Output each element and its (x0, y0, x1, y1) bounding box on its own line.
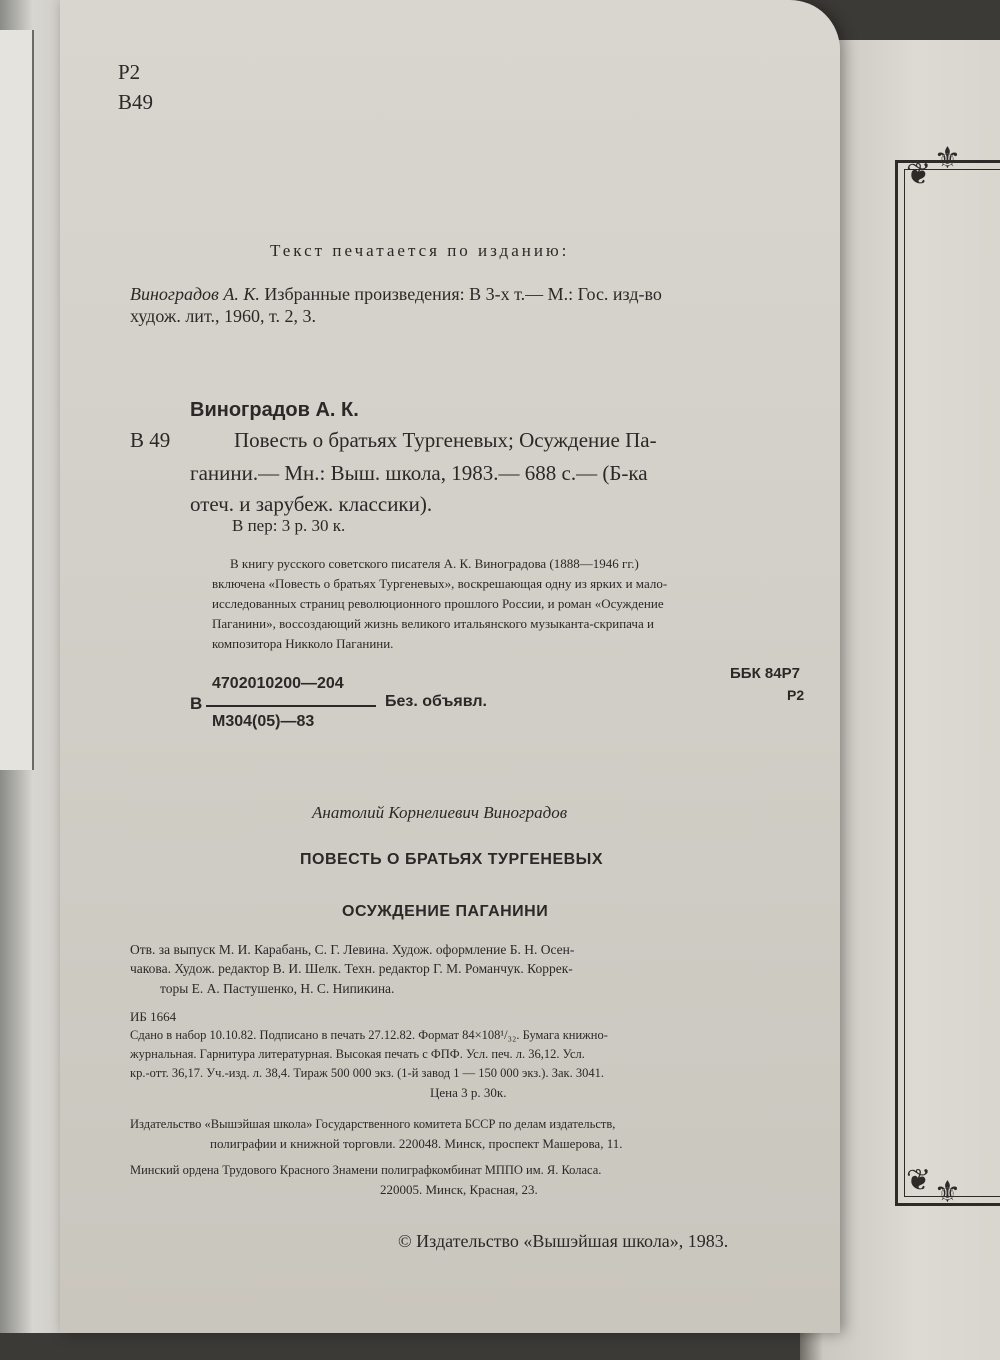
classification-code-2: В49 (118, 90, 154, 114)
source-line-2: худож. лит., 1960, т. 2, 3. (130, 306, 316, 326)
index-fraction-line (206, 705, 376, 707)
source-title: Избранные произведения: В 3-х т.— М.: Гос. изд-во (264, 284, 662, 304)
annotation-line: Паганини», воссоздающий жизнь великого итальянского музыканта-скрипача и (212, 616, 654, 631)
fleur-ornament-icon: ❦ (906, 158, 932, 191)
annotation-line: композитора Никколо Паганини. (212, 636, 394, 651)
annotation-line: исследованных страниц революционного прошлого России, и роман «Осуждение (212, 596, 664, 611)
colophon-price: Цена 3 р. 30к. (430, 1085, 507, 1100)
source-author: Виноградов А. К. (130, 284, 260, 304)
book-page (60, 0, 840, 1333)
staff-line: торы Е. А. Пастушенко, Н. С. Нипикина. (160, 981, 395, 996)
colophon-title-1: ПОВЕСТЬ О БРАТЬЯХ ТУРГЕНЕВЫХ (300, 851, 603, 868)
annotation-line: В книгу русского советского писателя А. К. Виноградова (1888—1946 гг.) (230, 556, 639, 571)
publisher-line: Издательство «Вышэйшая школа» Государственного комитета БССР по делам издательств, (130, 1117, 616, 1131)
catalog-line-1: Повесть о братьях Тургеневых; Осуждение Па- (234, 428, 657, 452)
catalog-author: Виноградов А. К. (190, 399, 359, 421)
printer-line: Минский ордена Трудового Красного Знамени полиграфкомбинат МППО им. Я. Коласа. (130, 1163, 602, 1177)
annotation-line: включена «Повесть о братьях Тургеневых», воскрешающая одну из ярких и мало- (212, 576, 668, 591)
index-numerator: 4702010200—204 (212, 675, 344, 692)
ornament-frame (895, 142, 1000, 1209)
catalog-price: В пер: 3 р. 30 к. (232, 516, 346, 535)
ib-number: ИБ 1664 (130, 1009, 177, 1024)
print-line: Сдано в набор 10.10.82. Подписано в печать 27.12.82. Формат 84×108¹/₃₂. Бумага книжно- (130, 1028, 608, 1042)
bbk-code: ББК 84Р7 (730, 665, 800, 682)
source-line-1 (130, 285, 662, 303)
left-page-edge (0, 30, 34, 770)
colophon-author: Анатолий Корнелиевич Виноградов (312, 803, 568, 822)
lily-ornament-icon: ⚜ (934, 142, 961, 175)
staff-line: Отв. за выпуск М. И. Карабань, С. Г. Левина. Худож. оформление Б. Н. Осен- (130, 942, 575, 957)
printer-line: 220005. Минск, Красная, 23. (380, 1182, 538, 1197)
colophon-title-2: ОСУЖДЕНИЕ ПАГАНИНИ (342, 903, 549, 920)
source-heading: Текст печатается по изданию: (270, 241, 570, 260)
catalog-line-3: отеч. и зарубеж. классики). (190, 492, 433, 516)
lily-ornament-icon: ⚜ (934, 1176, 961, 1209)
fleur-ornament-icon: ❦ (906, 1164, 932, 1197)
copyright: © Издательство «Вышэйшая школа», 1983. (398, 1231, 729, 1251)
index-letter: В (190, 694, 203, 713)
bbk-code-2: Р2 (787, 687, 805, 703)
publisher-line: полиграфии и книжной торговли. 220048. Минск, проспект Машерова, 11. (210, 1136, 623, 1151)
classification-code-1: Р2 (118, 60, 141, 84)
index-note: Без. объявл. (385, 693, 487, 710)
print-line: кр.-отт. 36,17. Уч.-изд. л. 38,4. Тираж 500 000 экз. (1-й завод 1 — 150 000 экз.). Зак. 3041. (130, 1066, 604, 1080)
catalog-code: В 49 (130, 428, 171, 452)
index-denominator: М304(05)—83 (212, 713, 315, 730)
catalog-line-2: ганини.— Мн.: Выш. школа, 1983.— 688 с.— (Б-ка (190, 461, 648, 485)
staff-line: чакова. Худож. редактор В. И. Шелк. Техн. редактор Г. М. Романчук. Коррек- (130, 961, 573, 976)
print-line: журнальная. Гарнитура литературная. Высокая печать с ФПФ. Усл. печ. л. 36,12. Усл. (130, 1047, 585, 1061)
